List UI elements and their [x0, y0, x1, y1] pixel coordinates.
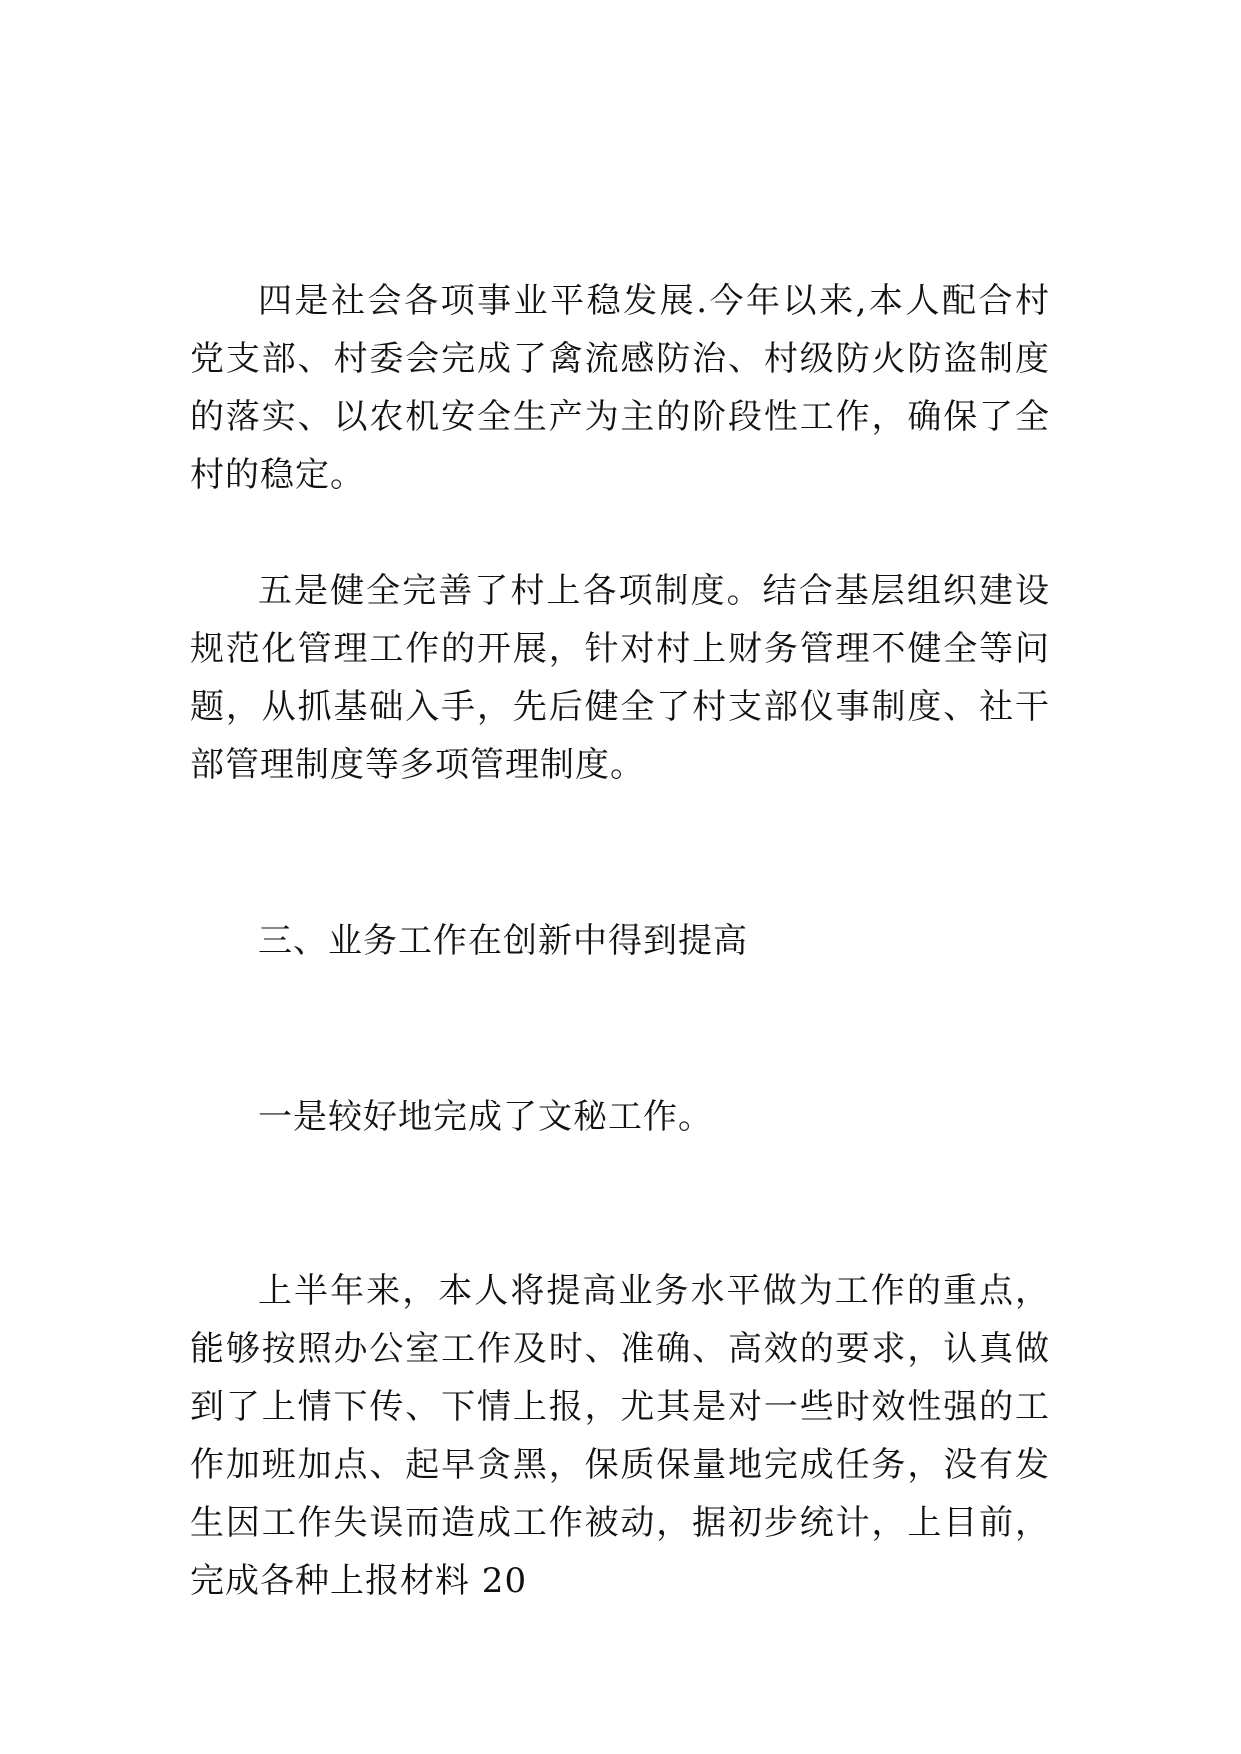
paragraph-social-affairs: 四是社会各项事业平稳发展.今年以来,本人配合村党支部、村委会完成了禽流感防治、村级防火防盗制度的落实、以农机安全生产为主的阶段性工作，确保了全村的稳定。 — [190, 281, 1050, 495]
paragraph-half-year-summary: 上半年来，本人将提高业务水平做为工作的重点，能够按照办公室工作及时、准确、高效的要求，认真做到了上情下传、下情上报，尤其是对一些时效性强的工作加班加点、起早贪黑，保质保量地完成任务，没有发生因工作失误而造成工作被动，据初步统计，上目前，完成各种上报材料 20 — [190, 1271, 1050, 1601]
paragraph-secretarial-work: 一是较好地完成了文秘工作。 — [258, 1097, 713, 1137]
section-heading-business-work: 三、业务工作在创新中得到提高 — [258, 921, 748, 961]
paragraph-village-systems: 五是健全完善了村上各项制度。结合基层组织建设规范化管理工作的开展，针对村上财务管理不健全等问题，从抓基础入手，先后健全了村支部仪事制度、社干部管理制度等多项管理制度。 — [190, 571, 1050, 785]
